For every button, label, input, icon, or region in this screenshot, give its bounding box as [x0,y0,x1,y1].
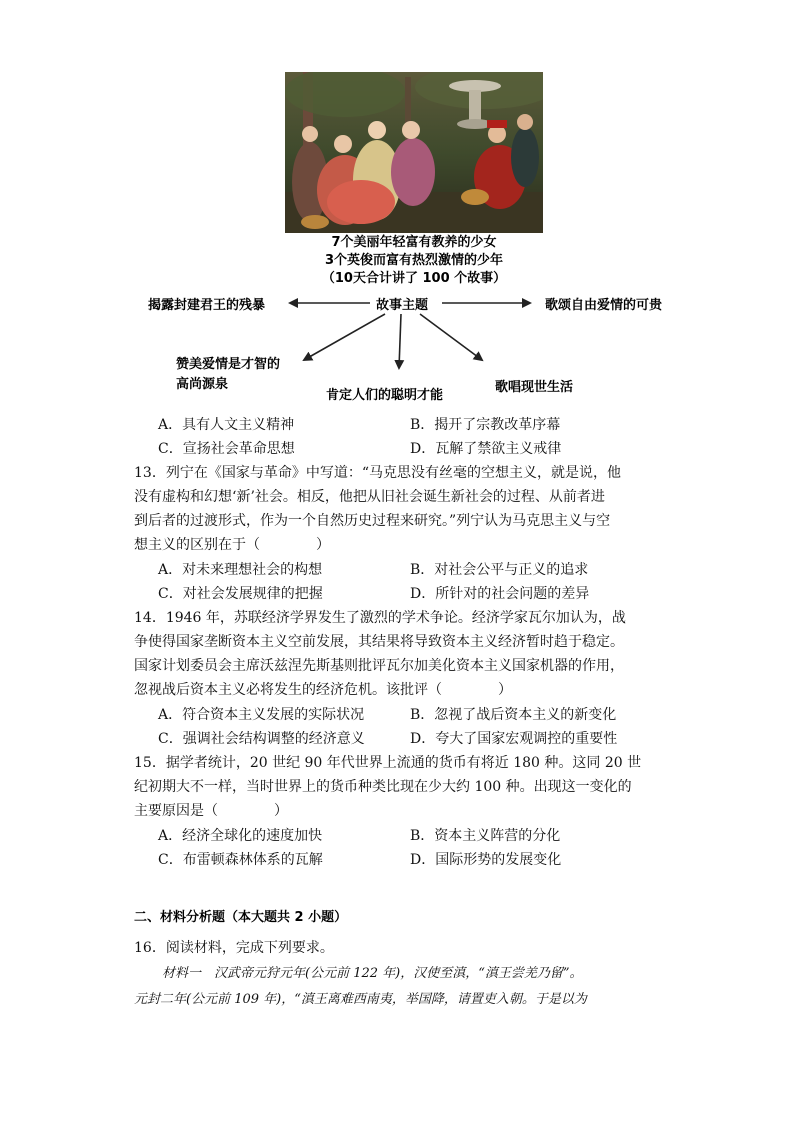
q14-line: 14．1946 年，苏联经济学界发生了激烈的学术争论。经济学家瓦尔加认为，战 [134,610,626,626]
q12-option-a: A．具有人文主义精神 [158,417,295,433]
material-line-1: 材料一 汉武帝元狩元年(公元前 122 年)，汉使至滇，“滇王尝羌乃留”。 [162,966,583,981]
q15-option-a: A．经济全球化的速度加快 [158,828,323,844]
q16-prompt: 16．阅读材料，完成下列要求。 [134,940,334,956]
q13-option-a: A．对未来理想社会的构想 [158,562,323,578]
theme-bottom-mid-label: 肯定人们的聪明才能 [326,388,444,403]
theme-bottom-left-line: 高尚源泉 [176,377,229,392]
theme-bottom-left-line: 赞美爱情是才智的 [176,357,281,372]
q15-option-d: D．国际形势的发展变化 [410,852,562,868]
q14-line: 忽视战后资本主义必将发生的经济危机。该批评（ ） [134,682,512,698]
q13-stem [134,461,621,557]
q14-option-b: B．忽视了战后资本主义的新变化 [410,707,617,723]
arrow-bottom-left [304,314,385,360]
q13-line: 没有虚构和幻想‘新’社会。相反，他把从旧社会诞生新社会的过程、从前者进 [134,489,605,505]
q12-option-d: D．瓦解了禁欲主义戒律 [410,441,562,457]
caption-line: 3个英俊而富有热烈激情的少年 [324,253,504,268]
caption-line: 7个美丽年轻富有教养的少女 [331,235,497,250]
q14-option-d: D．夸大了国家宏观调控的重要性 [410,731,618,747]
q12-option-c: C．宣扬社会革命思想 [158,441,295,457]
q13-line: 13．列宁在《国家与革命》中写道：“马克思没有丝毫的空想主义，就是说，他 [134,465,621,481]
q14-line: 争使得国家垄断资本主义空前发展，其结果将导致资本主义经济暂时趋于稳定。 [134,634,624,650]
q13-option-c: C．对社会发展规律的把握 [158,586,323,602]
theme-center-label: 故事主题 [376,298,429,313]
q14-line: 国家计划委员会主席沃兹涅先斯基则批评瓦尔加美化资本主义国家机器的作用， [134,658,624,674]
q12-option-b: B．揭开了宗教改革序幕 [410,417,561,433]
material-line-2: 元封二年(公元前 109 年)，“滇王离难西南夷，举国降，请置吏入朝。于是以为 [134,992,587,1007]
q13-line: 到后者的过渡形式，作为一个自然历史过程来研究。”列宁认为马克思主义与空 [134,513,611,529]
q14-option-c: C．强调社会结构调整的经济意义 [158,731,365,747]
q15-stem [134,751,641,823]
diagram-arrows [0,0,793,420]
section-heading: 二、材料分析题（本大题共 2 小题） [134,910,348,925]
q13-line: 想主义的区别在于（ ） [134,537,330,553]
q15-line: 15．据学者统计，20 世纪 90 年代世界上流通的货币有将近 180 种。这同 20 世 [134,755,642,771]
q13-option-d: D．所针对的社会问题的差异 [410,586,590,602]
arrow-bottom-mid [399,314,401,368]
theme-bottom-right-label: 歌唱现世生活 [495,380,574,395]
theme-left-label: 揭露封建君王的残暴 [148,298,266,313]
q15-option-c: C．布雷顿森林体系的瓦解 [158,852,323,868]
q15-line: 纪初期大不一样，当时世界上的货币种类比现在少大约 100 种。出现这一变化的 [134,779,632,795]
caption-line: （10天合计讲了 100 个故事） [321,271,507,286]
q14-stem [134,606,626,702]
q14-option-a: A．符合资本主义发展的实际状况 [158,707,365,723]
q13-option-b: B．对社会公平与正义的追求 [410,562,589,578]
arrow-bottom-right [420,314,482,360]
q15-option-b: B．资本主义阵营的分化 [410,828,561,844]
q15-line: 主要原因是（ ） [134,803,288,819]
theme-right-label: 歌颂自由爱情的可贵 [545,298,663,313]
